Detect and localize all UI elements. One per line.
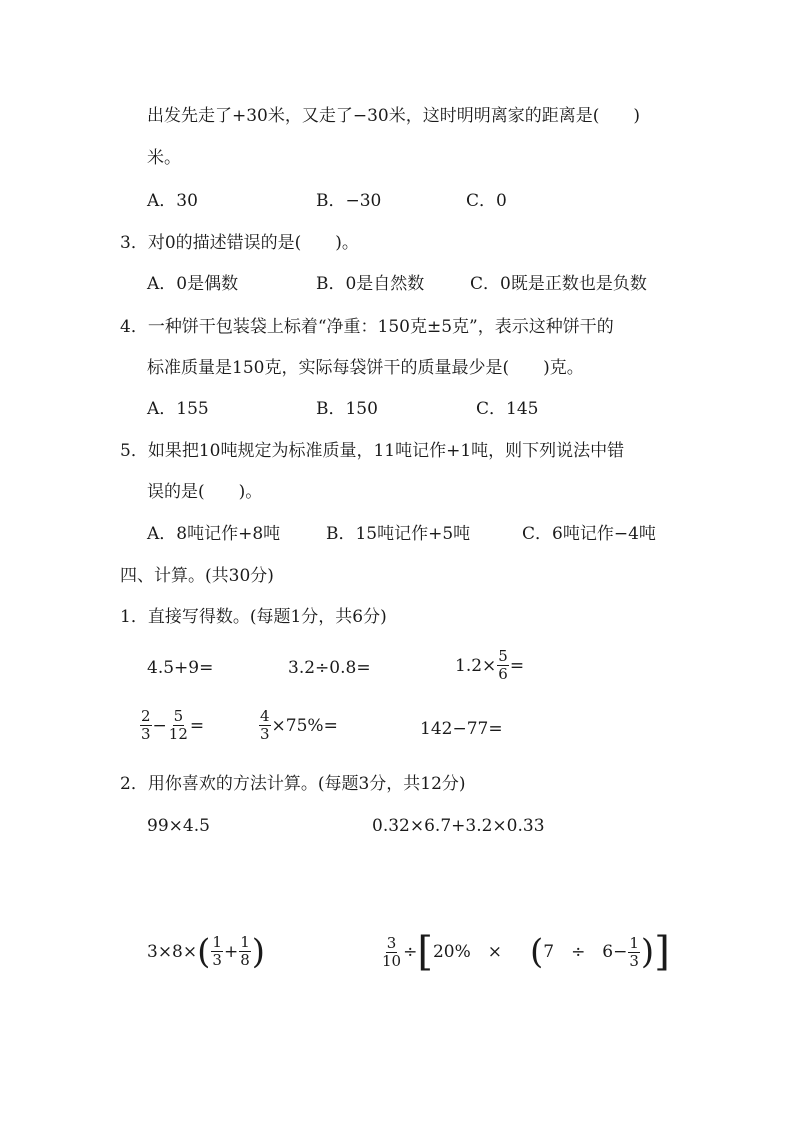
e3-prefix: 1.2× [455, 655, 497, 676]
e3-prefix: 3×8× [147, 941, 198, 962]
denominator: 3 [212, 951, 222, 969]
q4-option-b: B．150 [316, 399, 378, 419]
expr-frac-div-bracket [380, 929, 670, 975]
numerator: 5 [498, 647, 508, 665]
denominator: 3 [141, 725, 151, 743]
numerator: 2 [141, 707, 151, 725]
inner-20-percent: 20% × [432, 942, 502, 962]
fraction [168, 708, 189, 743]
numerator: 1 [629, 933, 639, 952]
expr-frac-times-75-percent [258, 708, 338, 743]
q5-option-b: B．15吨记作+5吨 [326, 524, 471, 544]
q5-option-a: A．8吨记作+8吨 [147, 524, 281, 544]
left-bracket: [ [417, 929, 433, 975]
q2-line2: 米。 [147, 148, 181, 168]
q2-line1: 出发先走了+30米，又走了−30米，这时明明离家的距离是( ) [147, 106, 641, 126]
expr-frac-minus-frac [139, 708, 204, 743]
denominator: 3 [260, 725, 270, 743]
q4-option-a: A．155 [147, 399, 209, 419]
expr-142-minus-77: 142−77= [420, 719, 503, 739]
denominator: 6 [498, 665, 508, 683]
expr-3-2-div-0-8: 3.2÷0.8= [288, 658, 371, 678]
fraction [497, 648, 509, 683]
times-75-percent: ×75%= [271, 715, 338, 736]
fraction [381, 935, 402, 970]
section-title: 四、计算。(共30分) [120, 566, 274, 586]
q3-option-c: C．0既是正数也是负数 [470, 274, 647, 294]
q4-line1: 4．一种饼干包装袋上标着“净重：150克±5克”，表示这种饼干的 [120, 317, 614, 337]
q3-option-a: A．0是偶数 [147, 274, 239, 294]
inner-7-div-6: 7 ÷ 6− [543, 942, 628, 962]
q2-option-a: A．30 [147, 191, 198, 211]
numerator: 1 [212, 933, 222, 951]
right-bracket: ] [654, 929, 670, 975]
fraction [259, 708, 271, 743]
numerator: 3 [386, 933, 397, 952]
fraction [239, 934, 251, 969]
fraction [140, 708, 152, 743]
q2-option-b: B．−30 [316, 191, 382, 211]
expr-4-5-plus-9: 4.5+9= [147, 658, 214, 678]
denominator: 10 [382, 951, 402, 970]
numerator: 4 [260, 707, 270, 725]
denominator: 8 [240, 951, 250, 969]
denominator: 12 [168, 725, 188, 743]
expr-99-times-4-5: 99×4.5 [147, 816, 210, 836]
q4-line2: 标准质量是150克，实际每袋饼干的质量最少是( )克。 [147, 358, 584, 378]
q5-line1: 5．如果把10吨规定为标准质量，11吨记作+1吨，则下列说法中错 [120, 441, 625, 461]
plus-sign: + [223, 941, 239, 962]
fraction [211, 934, 223, 969]
q2-option-c: C．0 [466, 191, 507, 211]
divide-sign: ÷ [403, 942, 418, 962]
expr-decimal-sum: 0.32×6.7+3.2×0.33 [372, 816, 545, 836]
q3-stem: 3．对0的描述错误的是( )。 [120, 233, 359, 253]
expr-3-times-8-times-sum [147, 931, 265, 972]
equals: = [189, 715, 205, 736]
q4-option-c: C．145 [476, 399, 539, 419]
left-paren: ( [197, 931, 211, 972]
left-paren: ( [529, 932, 544, 972]
expr-1-2-times-frac [455, 648, 524, 683]
q5-option-c: C．6吨记作−4吨 [522, 524, 656, 544]
numerator: 1 [240, 933, 250, 951]
denominator: 3 [629, 951, 639, 970]
right-paren: ) [251, 931, 265, 972]
part2-stem: 2．用你喜欢的方法计算。(每题3分，共12分) [120, 774, 466, 794]
part1-stem: 1．直接写得数。(每题1分，共6分) [120, 607, 387, 627]
q5-line2: 误的是( )。 [147, 482, 263, 502]
numerator: 5 [173, 707, 184, 725]
minus-sign: − [152, 715, 167, 736]
equals: = [509, 655, 525, 676]
fraction [628, 935, 640, 970]
right-paren: ) [640, 932, 655, 972]
q3-option-b: B．0是自然数 [316, 274, 425, 294]
